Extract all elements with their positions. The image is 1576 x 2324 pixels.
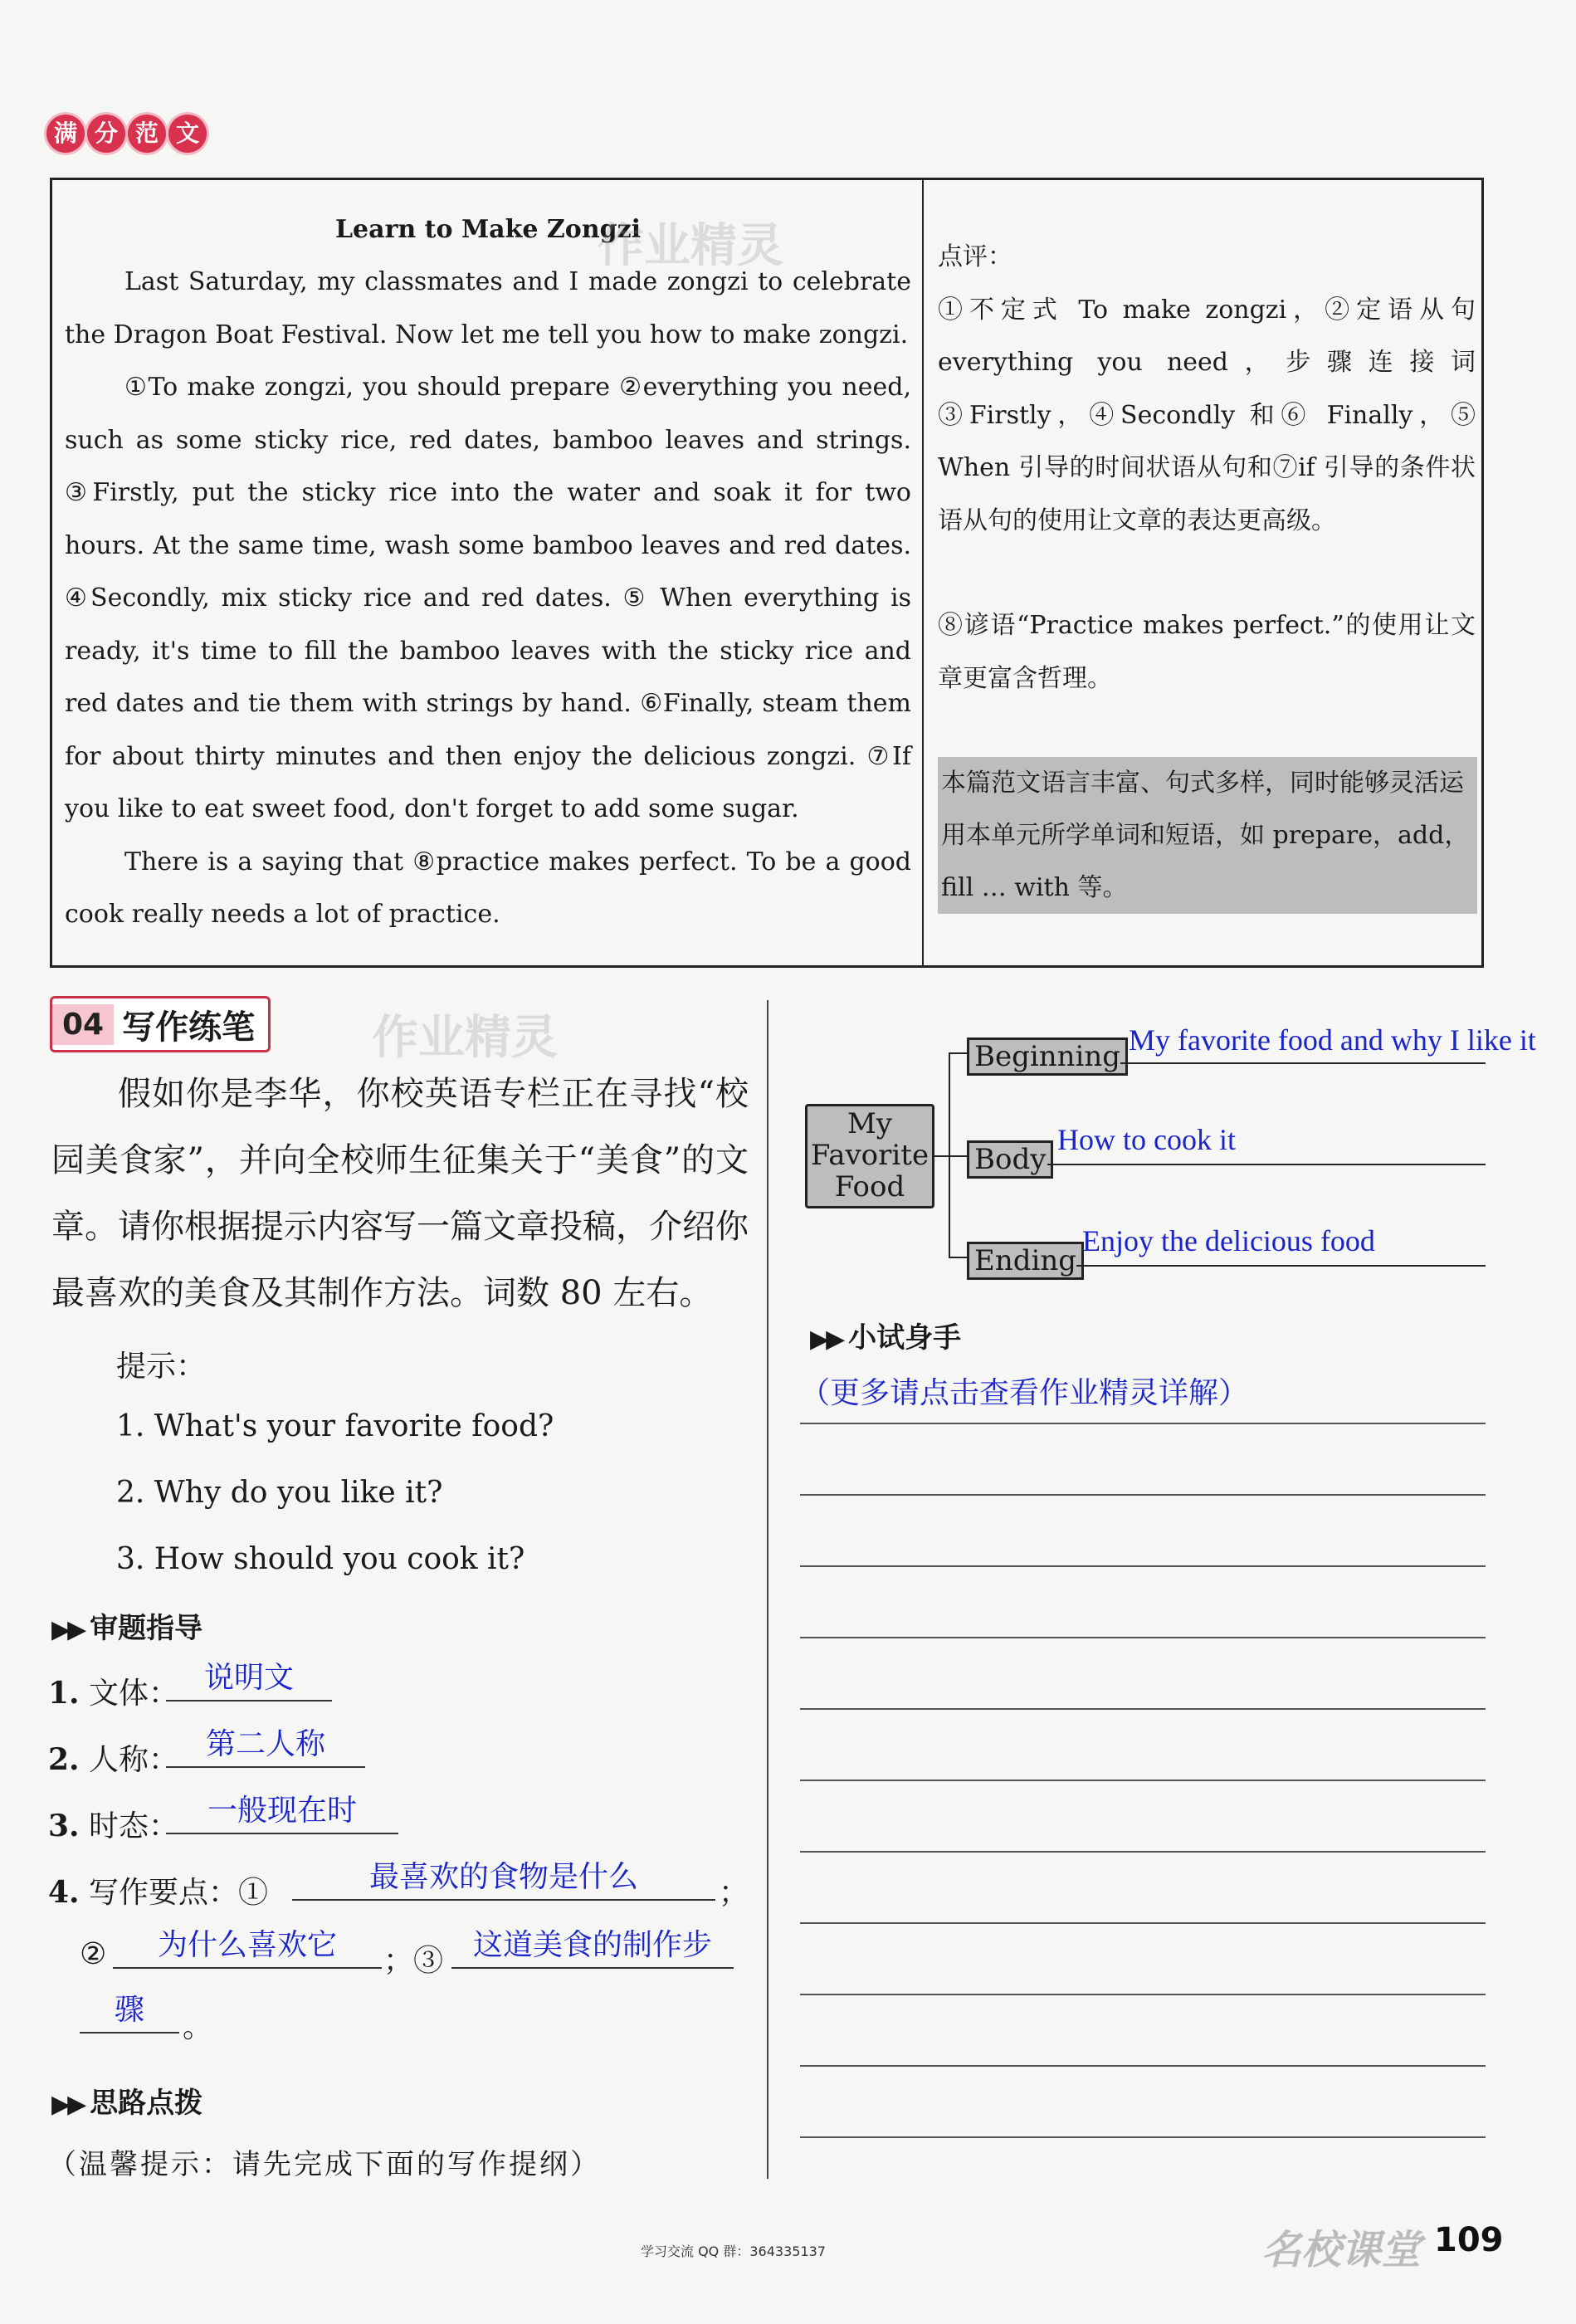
semicolon: ；: [719, 1876, 749, 1910]
essay-paragraph-3: There is a saying that ⑧practice makes perfect. To be a good cook really needs a lot of practice.: [65, 847, 911, 929]
page-number: 109: [1434, 2221, 1504, 2259]
answer-genre: 说明文: [166, 1660, 332, 1702]
tip-item: 3. How should you cook it?: [116, 1542, 525, 1576]
answer-point-3-cont: 骤: [80, 1992, 179, 2034]
mindmap-node-ending: Ending: [967, 1242, 1084, 1280]
mindmap-connector: [949, 1155, 967, 1157]
circle-3: ；③: [383, 1944, 444, 1978]
question-4: 4. 写作要点：①: [48, 1875, 269, 1910]
double-triangle-icon: ▶▶: [51, 2090, 84, 2119]
tips-label: 提示：: [116, 1350, 207, 1384]
mindmap-node-body: Body: [967, 1140, 1053, 1179]
double-triangle-icon: ▶▶: [51, 1615, 84, 1644]
mindmap-connector: [949, 1257, 967, 1258]
comment-summary: 本篇范文语言丰富、句式多样，同时能够灵活运用本单元所学单词和短语，如 prepare，add，fill … with 等。: [938, 757, 1477, 914]
essay-comment: [938, 231, 1476, 705]
section-tag: [50, 996, 271, 1052]
mindmap-root: My Favorite Food: [805, 1104, 934, 1208]
double-triangle-icon: ▶▶: [810, 1325, 842, 1354]
answer-ending: Enjoy the delicious food: [1082, 1224, 1375, 1257]
writing-line[interactable]: [800, 1994, 1486, 1995]
writing-line[interactable]: [800, 1851, 1486, 1853]
writing-line[interactable]: [800, 1494, 1486, 1496]
question-2: 2. 人称：: [48, 1742, 179, 1777]
writing-line[interactable]: [800, 1423, 1486, 1424]
badge-char: 范: [128, 115, 166, 153]
more-details-link[interactable]: （更多请点击查看作业精灵详解）: [800, 1376, 1249, 1410]
writing-line[interactable]: [800, 1922, 1486, 1924]
essay-paragraph-1: Last Saturday, my classmates and I made zongzi to celebrate the Dragon Boat Festival. Now let me tell you how to make zongzi.: [65, 267, 911, 349]
answer-line: [1120, 1062, 1486, 1064]
essay-title: Learn to Make Zongzi: [334, 215, 642, 244]
section-title: 写作练笔: [122, 1008, 256, 1047]
answer-point-1: 最喜欢的食物是什么: [292, 1859, 715, 1901]
guide-heading: ▶▶ 审题指导: [51, 1612, 203, 1645]
answer-beginning: My favorite food and why I like it: [1129, 1023, 1536, 1057]
mindmap-node-beginning: Beginning: [967, 1038, 1128, 1076]
answer-line: [1076, 1265, 1486, 1267]
watermark: 作业精灵: [598, 219, 783, 273]
mindmap-connector: [949, 1052, 967, 1054]
writing-line[interactable]: [800, 1780, 1486, 1781]
badge-char: 分: [87, 115, 125, 153]
tip-item: 1. What's your favorite food?: [116, 1409, 554, 1443]
answer-line: [1047, 1164, 1486, 1165]
answer-point-3: 这道美食的制作步: [451, 1927, 734, 1969]
model-essay: [65, 208, 911, 941]
answer-tense: 一般现在时: [166, 1793, 398, 1834]
answer-person: 第二人称: [166, 1726, 365, 1768]
writing-hint: （温馨提示：请先完成下面的写作提纲）: [48, 2148, 601, 2181]
writing-task: 假如你是李华，你校英语专栏正在寻找“校园美食家”，并向全校师生征集关于“美食”的文章。请你根据提示内容写一篇文章投稿，介绍你最喜欢的美食及其制作方法。词数 80 左右。: [51, 1075, 749, 1312]
essay-divider: [922, 178, 924, 968]
tip-item: 2. Why do you like it?: [116, 1476, 443, 1510]
answer-body: How to cook it: [1057, 1123, 1236, 1156]
badge-char: 满: [46, 115, 85, 153]
brand-logo: 名校课堂: [1261, 2227, 1422, 2273]
comment-text-1: ①不定式 To make zongzi，②定语从句 everything you need，步骤连接词③Firstly，④Secondly 和⑥ Finally，⑤ When 引导的时间状语从句和⑦if 引导的条件状语从句的使用让文章的表达更高级。: [938, 295, 1476, 535]
essay-paragraph-2: ①To make zongzi, you should prepare ②everything you need, such as some sticky rice, red dates, bamboo leaves and strings. ③Firstly, put the sticky rice into the water and soak it for two hours. At the same time, wash some bamboo leaves and red dates. ④Secondly, mix sticky rice and red dates. ⑤ When everything is ready, it's time to fill the bamboo leaves with the sticky rice and red dates and tie them with strings by hand. ⑥Finally, steam them for about thirty minutes and then enjoy the delicious zongzi. ⑦If you like to eat sweet food, don't forget to add some sugar.: [65, 373, 911, 823]
comment-text-2: ⑧谚语“Practice makes perfect.”的使用让文章更富含哲理。: [938, 611, 1476, 693]
section-number: 04: [52, 1004, 114, 1045]
writing-line[interactable]: [800, 2065, 1486, 2067]
writing-line[interactable]: [800, 1708, 1486, 1710]
writing-line[interactable]: [800, 1637, 1486, 1638]
answer-point-2: 为什么喜欢它: [113, 1927, 382, 1969]
practice-heading: ▶▶ 小试身手: [810, 1321, 962, 1355]
mindmap-connector: [934, 1155, 949, 1157]
comment-label: 点评：: [938, 242, 1012, 271]
question-3: 3. 时态：: [48, 1809, 179, 1843]
section-badge: [46, 115, 207, 153]
period: 。: [183, 2010, 213, 2044]
watermark: 作业精灵: [372, 1011, 558, 1065]
idea-heading: ▶▶ 思路点拨: [51, 2087, 203, 2120]
question-1: 1. 文体：: [48, 1676, 179, 1711]
circle-2: ②: [80, 1937, 107, 1971]
footer-qq: 学习交流 QQ 群：364335137: [641, 2243, 826, 2259]
badge-char: 文: [168, 115, 207, 153]
writing-line[interactable]: [800, 2136, 1486, 2138]
column-divider: [767, 1000, 768, 2179]
writing-line[interactable]: [800, 1565, 1486, 1567]
